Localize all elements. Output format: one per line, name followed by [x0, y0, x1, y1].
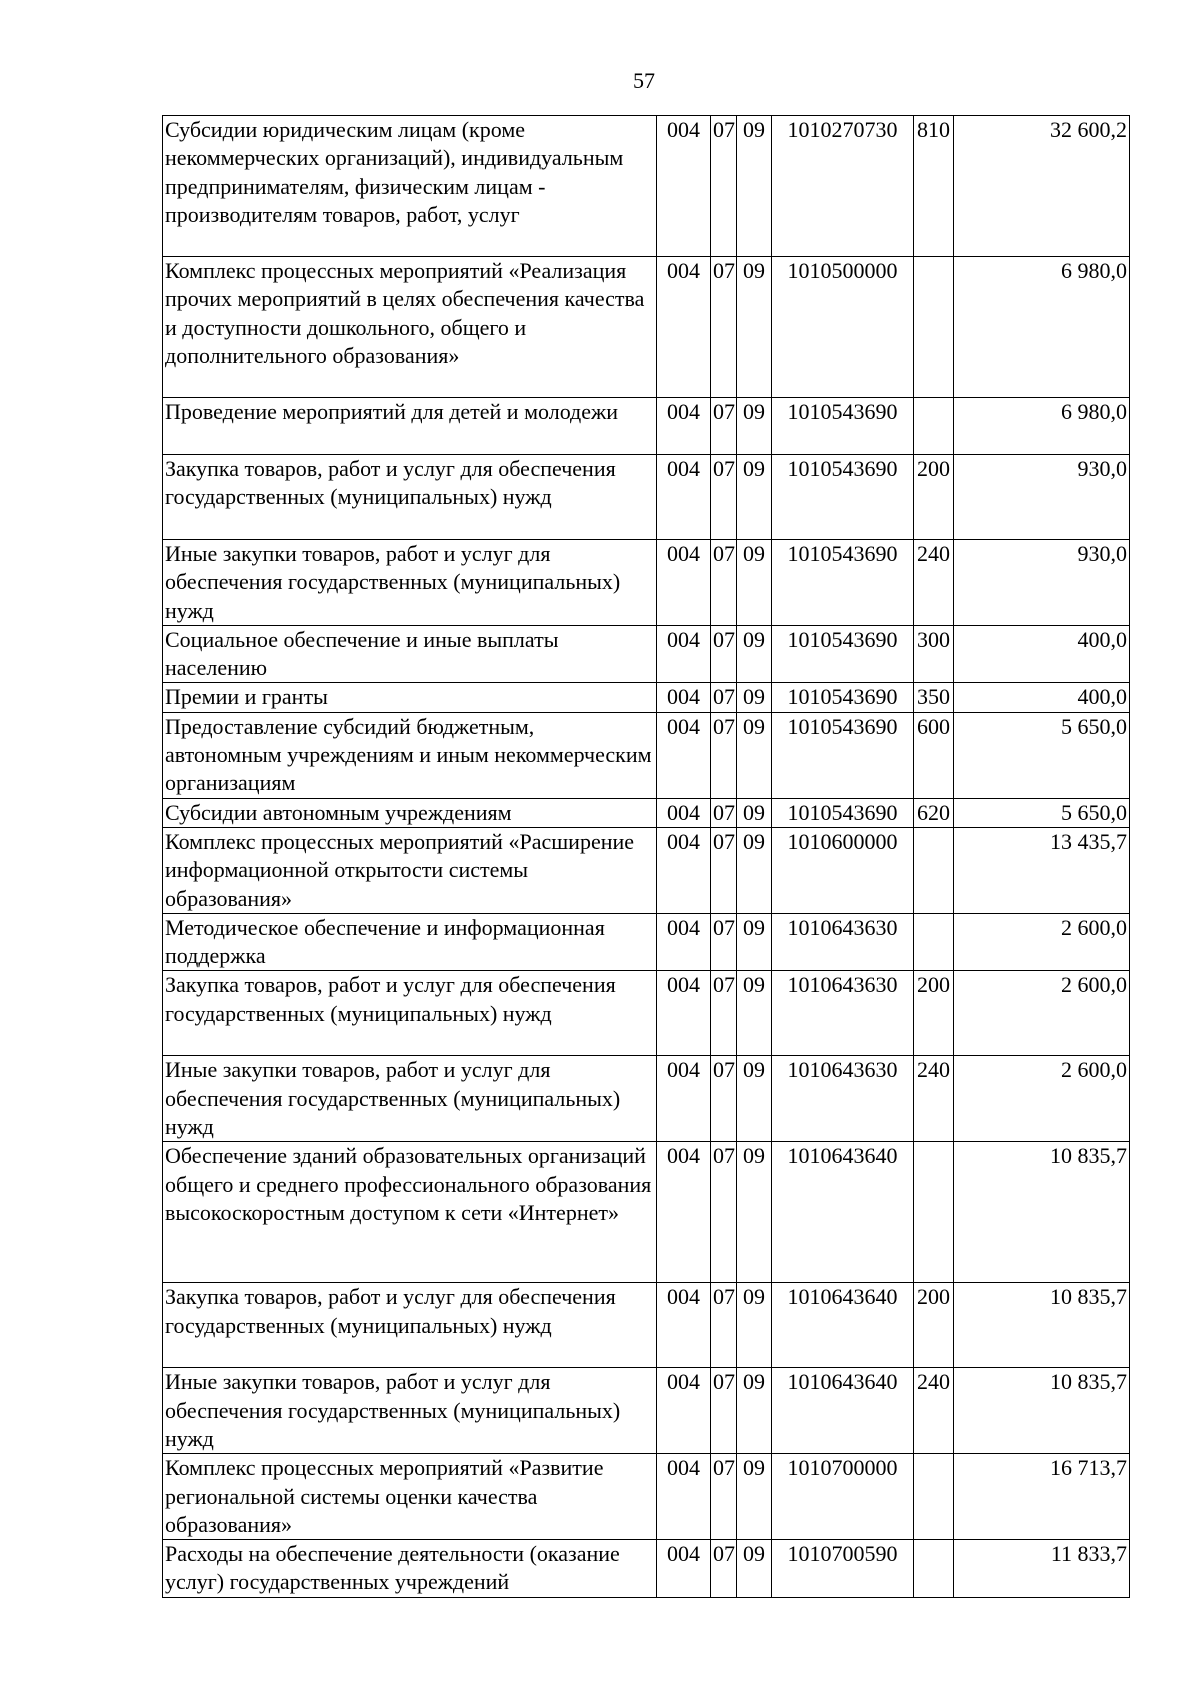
row-ved: 004 — [657, 798, 711, 827]
table-row — [163, 257, 1130, 398]
row-csr: 1010700590 — [772, 1540, 914, 1598]
row-name: Предоставление субсидий бюджетным, автономным учреждениям и иным некоммерческим организациям — [163, 712, 657, 798]
row-rz: 07 — [711, 1142, 737, 1283]
row-name: Иные закупки товаров, работ и услуг для обеспечения государственных (муниципальных) нужд — [163, 1368, 657, 1454]
row-rz: 07 — [711, 1540, 737, 1598]
row-name: Социальное обеспечение и иные выплаты населению — [163, 625, 657, 683]
row-pr: 09 — [737, 827, 772, 913]
table-row — [163, 1454, 1130, 1540]
table-row — [163, 1368, 1130, 1454]
row-vr: 200 — [914, 455, 954, 540]
row-name: Проведение мероприятий для детей и молодежи — [163, 398, 657, 455]
row-sum: 10 835,7 — [954, 1368, 1130, 1454]
row-ved: 004 — [657, 827, 711, 913]
row-name: Субсидии автономным учреждениям — [163, 798, 657, 827]
row-name: Иные закупки товаров, работ и услуг для обеспечения государственных (муниципальных) нужд — [163, 1056, 657, 1142]
row-name: Иные закупки товаров, работ и услуг для обеспечения государственных (муниципальных) нужд — [163, 540, 657, 626]
row-vr — [914, 398, 954, 455]
row-ved: 004 — [657, 1056, 711, 1142]
table-row — [163, 1142, 1130, 1283]
table-row — [163, 455, 1130, 540]
row-name: Субсидии юридическим лицам (кроме некоммерческих организаций), индивидуальным предпринимателям, физическим лицам - производителям товаров, работ, услуг — [163, 116, 657, 257]
row-pr: 09 — [737, 455, 772, 540]
row-name: Методическое обеспечение и информационная поддержка — [163, 913, 657, 971]
row-name: Расходы на обеспечение деятельности (оказание услуг) государственных учреждений — [163, 1540, 657, 1598]
row-sum: 13 435,7 — [954, 827, 1130, 913]
row-ved: 004 — [657, 1540, 711, 1598]
row-name: Комплекс процессных мероприятий «Реализация прочих мероприятий в целях обеспечения качества и доступности дошкольного, общего и дополнительного образования» — [163, 257, 657, 398]
row-rz: 07 — [711, 971, 737, 1056]
row-sum: 400,0 — [954, 625, 1130, 683]
row-csr: 1010700000 — [772, 1454, 914, 1540]
row-sum: 6 980,0 — [954, 257, 1130, 398]
row-csr: 1010643640 — [772, 1283, 914, 1368]
row-csr: 1010643630 — [772, 971, 914, 1056]
table-row — [163, 625, 1130, 683]
row-vr — [914, 1142, 954, 1283]
row-rz: 07 — [711, 1283, 737, 1368]
row-csr: 1010643640 — [772, 1368, 914, 1454]
row-vr — [914, 1454, 954, 1540]
row-rz: 07 — [711, 1368, 737, 1454]
row-ved: 004 — [657, 398, 711, 455]
budget-table-body — [163, 116, 1130, 1598]
row-rz: 07 — [711, 827, 737, 913]
row-ved: 004 — [657, 455, 711, 540]
table-row — [163, 971, 1130, 1056]
row-rz: 07 — [711, 913, 737, 971]
row-ved: 004 — [657, 1454, 711, 1540]
row-csr: 1010500000 — [772, 257, 914, 398]
row-vr — [914, 1540, 954, 1598]
row-sum: 2 600,0 — [954, 1056, 1130, 1142]
table-row — [163, 1283, 1130, 1368]
row-rz: 07 — [711, 455, 737, 540]
row-vr: 620 — [914, 798, 954, 827]
row-vr: 240 — [914, 1368, 954, 1454]
row-pr: 09 — [737, 398, 772, 455]
row-csr: 1010643640 — [772, 1142, 914, 1283]
row-sum: 11 833,7 — [954, 1540, 1130, 1598]
row-ved: 004 — [657, 1142, 711, 1283]
row-pr: 09 — [737, 1142, 772, 1283]
table-row — [163, 683, 1130, 712]
row-csr: 1010543690 — [772, 798, 914, 827]
row-rz: 07 — [711, 116, 737, 257]
row-rz: 07 — [711, 1454, 737, 1540]
row-pr: 09 — [737, 257, 772, 398]
row-pr: 09 — [737, 116, 772, 257]
table-row — [163, 116, 1130, 257]
row-ved: 004 — [657, 913, 711, 971]
row-vr — [914, 913, 954, 971]
row-vr: 810 — [914, 116, 954, 257]
row-csr: 1010543690 — [772, 398, 914, 455]
row-rz: 07 — [711, 712, 737, 798]
row-name: Премии и гранты — [163, 683, 657, 712]
row-csr: 1010543690 — [772, 540, 914, 626]
row-name: Закупка товаров, работ и услуг для обеспечения государственных (муниципальных) нужд — [163, 455, 657, 540]
row-name: Комплекс процессных мероприятий «Расширение информационной открытости системы образования» — [163, 827, 657, 913]
row-sum: 400,0 — [954, 683, 1130, 712]
row-ved: 004 — [657, 1368, 711, 1454]
row-pr: 09 — [737, 1283, 772, 1368]
row-ved: 004 — [657, 116, 711, 257]
row-vr: 200 — [914, 1283, 954, 1368]
row-vr — [914, 827, 954, 913]
table-row — [163, 1056, 1130, 1142]
table-row — [163, 827, 1130, 913]
row-csr: 1010600000 — [772, 827, 914, 913]
row-rz: 07 — [711, 398, 737, 455]
row-rz: 07 — [711, 540, 737, 626]
table-row — [163, 913, 1130, 971]
row-sum: 10 835,7 — [954, 1142, 1130, 1283]
row-vr: 240 — [914, 540, 954, 626]
row-ved: 004 — [657, 257, 711, 398]
row-sum: 6 980,0 — [954, 398, 1130, 455]
row-pr: 09 — [737, 712, 772, 798]
row-vr — [914, 257, 954, 398]
row-pr: 09 — [737, 1540, 772, 1598]
row-pr: 09 — [737, 540, 772, 626]
budget-table — [162, 115, 1130, 1598]
table-row — [163, 798, 1130, 827]
row-name: Обеспечение зданий образовательных организаций общего и среднего профессионального образования высокоскоростным доступом к сети «Интернет» — [163, 1142, 657, 1283]
row-csr: 1010643630 — [772, 1056, 914, 1142]
row-pr: 09 — [737, 1056, 772, 1142]
row-ved: 004 — [657, 683, 711, 712]
row-name: Закупка товаров, работ и услуг для обеспечения государственных (муниципальных) нужд — [163, 971, 657, 1056]
row-sum: 10 835,7 — [954, 1283, 1130, 1368]
row-pr: 09 — [737, 971, 772, 1056]
table-row — [163, 712, 1130, 798]
row-sum: 32 600,2 — [954, 116, 1130, 257]
row-csr: 1010543690 — [772, 625, 914, 683]
row-ved: 004 — [657, 625, 711, 683]
row-vr: 300 — [914, 625, 954, 683]
page-number: 57 — [633, 68, 655, 93]
table-row — [163, 540, 1130, 626]
row-pr: 09 — [737, 1368, 772, 1454]
row-rz: 07 — [711, 683, 737, 712]
row-pr: 09 — [737, 913, 772, 971]
row-pr: 09 — [737, 798, 772, 827]
row-csr: 1010270730 — [772, 116, 914, 257]
row-ved: 004 — [657, 1283, 711, 1368]
row-csr: 1010543690 — [772, 455, 914, 540]
row-name: Закупка товаров, работ и услуг для обеспечения государственных (муниципальных) нужд — [163, 1283, 657, 1368]
row-csr: 1010643630 — [772, 913, 914, 971]
row-ved: 004 — [657, 971, 711, 1056]
row-ved: 004 — [657, 712, 711, 798]
row-vr: 200 — [914, 971, 954, 1056]
row-sum: 2 600,0 — [954, 913, 1130, 971]
row-pr: 09 — [737, 625, 772, 683]
table-row — [163, 398, 1130, 455]
row-rz: 07 — [711, 798, 737, 827]
row-sum: 5 650,0 — [954, 712, 1130, 798]
row-pr: 09 — [737, 1454, 772, 1540]
row-vr: 350 — [914, 683, 954, 712]
row-sum: 930,0 — [954, 540, 1130, 626]
row-rz: 07 — [711, 1056, 737, 1142]
row-sum: 930,0 — [954, 455, 1130, 540]
row-csr: 1010543690 — [772, 683, 914, 712]
row-ved: 004 — [657, 540, 711, 626]
row-vr: 600 — [914, 712, 954, 798]
row-sum: 5 650,0 — [954, 798, 1130, 827]
row-rz: 07 — [711, 625, 737, 683]
row-pr: 09 — [737, 683, 772, 712]
row-csr: 1010543690 — [772, 712, 914, 798]
row-sum: 16 713,7 — [954, 1454, 1130, 1540]
row-sum: 2 600,0 — [954, 971, 1130, 1056]
row-rz: 07 — [711, 257, 737, 398]
row-name: Комплекс процессных мероприятий «Развитие региональной системы оценки качества образования» — [163, 1454, 657, 1540]
row-vr: 240 — [914, 1056, 954, 1142]
table-row — [163, 1540, 1130, 1598]
